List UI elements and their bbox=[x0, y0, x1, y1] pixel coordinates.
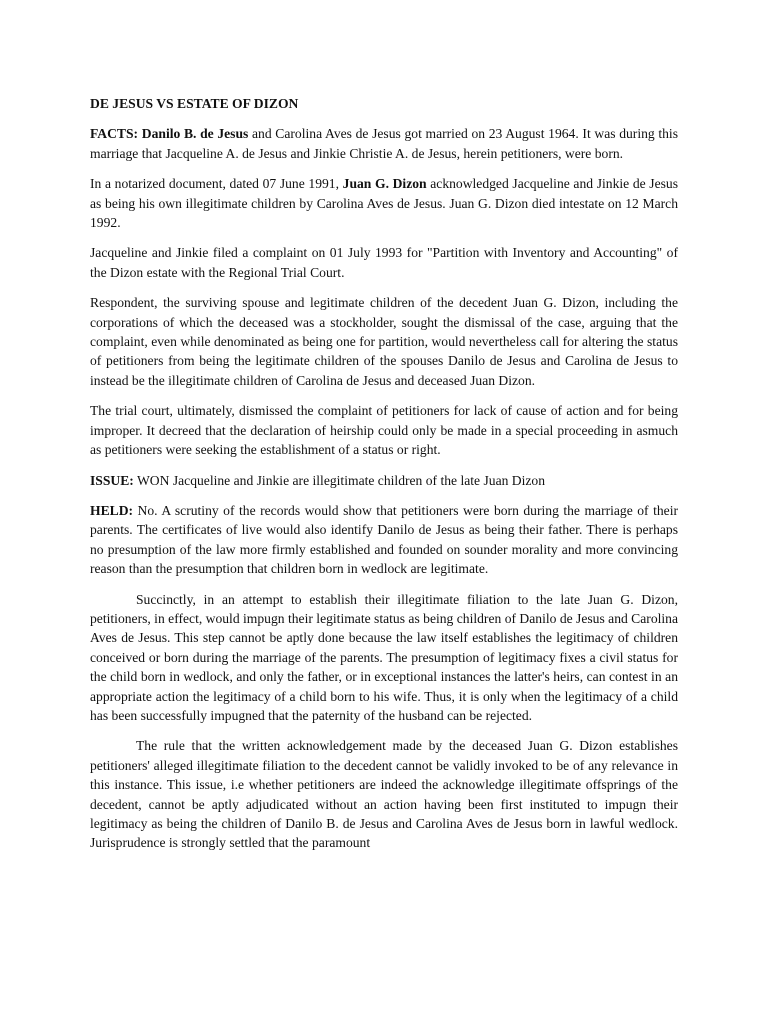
facts-text: and Carolina Aves de Jesus got married on 23 August 1964. It was during this marriage that Jacqueline A. de Jesus and Jinkie Christie A. de Jesus, herein petitioners, were born. bbox=[90, 126, 678, 161]
issue-paragraph bbox=[90, 471, 678, 490]
held-text: No. A scrutiny of the records would show that petitioners were born during the marriage of their parents. The certificates of live would also identify Danilo de Jesus as being their father. There is perhaps no presumption of the law more firmly established and founded on sounder morality and more convincing reason than the presumption that children born in wedlock are legitimate. bbox=[90, 502, 678, 577]
document-page bbox=[90, 94, 678, 864]
held-label: HELD: bbox=[90, 502, 134, 518]
issue-label: ISSUE: bbox=[90, 472, 134, 488]
facts-party-name: Danilo B. de Jesus bbox=[141, 126, 249, 142]
facts-label: FACTS: bbox=[90, 126, 139, 142]
respondent-paragraph: Respondent, the surviving spouse and legitimate children of the decedent Juan G. Dizon, including the corporations of which the deceased was a stockholder, sought the dismissal of the case, arguing that the complaint, even while denominated as being one for partition, would nevertheless call for altering the status of petitioners from being the legitimate children of the spouses Danilo de Jesus and Carolina de Jesus to instead be the illegitimate children of Carolina de Jesus and deceased Juan Dizon. bbox=[90, 295, 678, 388]
complaint-paragraph: Jacqueline and Jinkie filed a complaint on 01 July 1993 for "Partition with Inventory and Accounting" of the Dizon estate with the Regional Trial Court. bbox=[90, 245, 678, 280]
notarized-text-before: In a notarized document, dated 07 June 1991, bbox=[90, 176, 343, 192]
document-title: DE JESUS VS ESTATE OF DIZON bbox=[90, 96, 299, 111]
notarized-document-paragraph bbox=[90, 174, 678, 232]
facts-paragraph bbox=[90, 124, 678, 163]
notarized-text-after: acknowledged Jacqueline and Jinkie de Jesus as being his own illegitimate children by Carolina Aves de Jesus. Juan G. Dizon died intestate on 12 March 1992. bbox=[90, 176, 678, 231]
notarized-party-name: Juan G. Dizon bbox=[342, 176, 427, 192]
succinctly-paragraph: Succinctly, in an attempt to establish their illegitimate filiation to the late Juan G. Dizon, petitioners, in effect, would impugn their legitimate status as being children of Danilo de Jesus and Carolina Aves de Jesus. This step cannot be aptly done because the law itself establishes the legitimacy of children conceived or born during the marriage of the parents. The presumption of legitimacy fixes a civil status for the child born in wedlock, and only the father, or in exceptional instances the latter's heirs, can contest in an appropriate action the legitimacy of a child born to his wife. Thus, it is only when the legitimacy of a child has been successfully impugned that the paternity of the husband can be rejected. bbox=[90, 591, 678, 723]
held-paragraph bbox=[90, 501, 678, 579]
written-acknowledgement-paragraph: The rule that the written acknowledgement made by the deceased Juan G. Dizon establishes petitioners' alleged illegitimate filiation to the decedent cannot be validly invoked to be of any relevance in this instance. This issue, i.e whether petitioners are indeed the acknowledge illegitimate offsprings of the decedent, cannot be aptly adjudicated without an action having been first instituted to impugn their legitimacy as being the children of Danilo B. de Jesus and Carolina Aves de Jesus born in lawful wedlock. Jurisprudence is strongly settled that the paramount bbox=[90, 738, 678, 851]
trial-court-paragraph: The trial court, ultimately, dismissed the complaint of petitioners for lack of cause of action and for being improper. It decreed that the declaration of heirship could only be made in a special proceeding in asmuch as petitioners were seeking the establishment of a status or right. bbox=[90, 403, 678, 458]
issue-text: WON Jacqueline and Jinkie are illegitimate children of the late Juan Dizon bbox=[133, 472, 546, 488]
